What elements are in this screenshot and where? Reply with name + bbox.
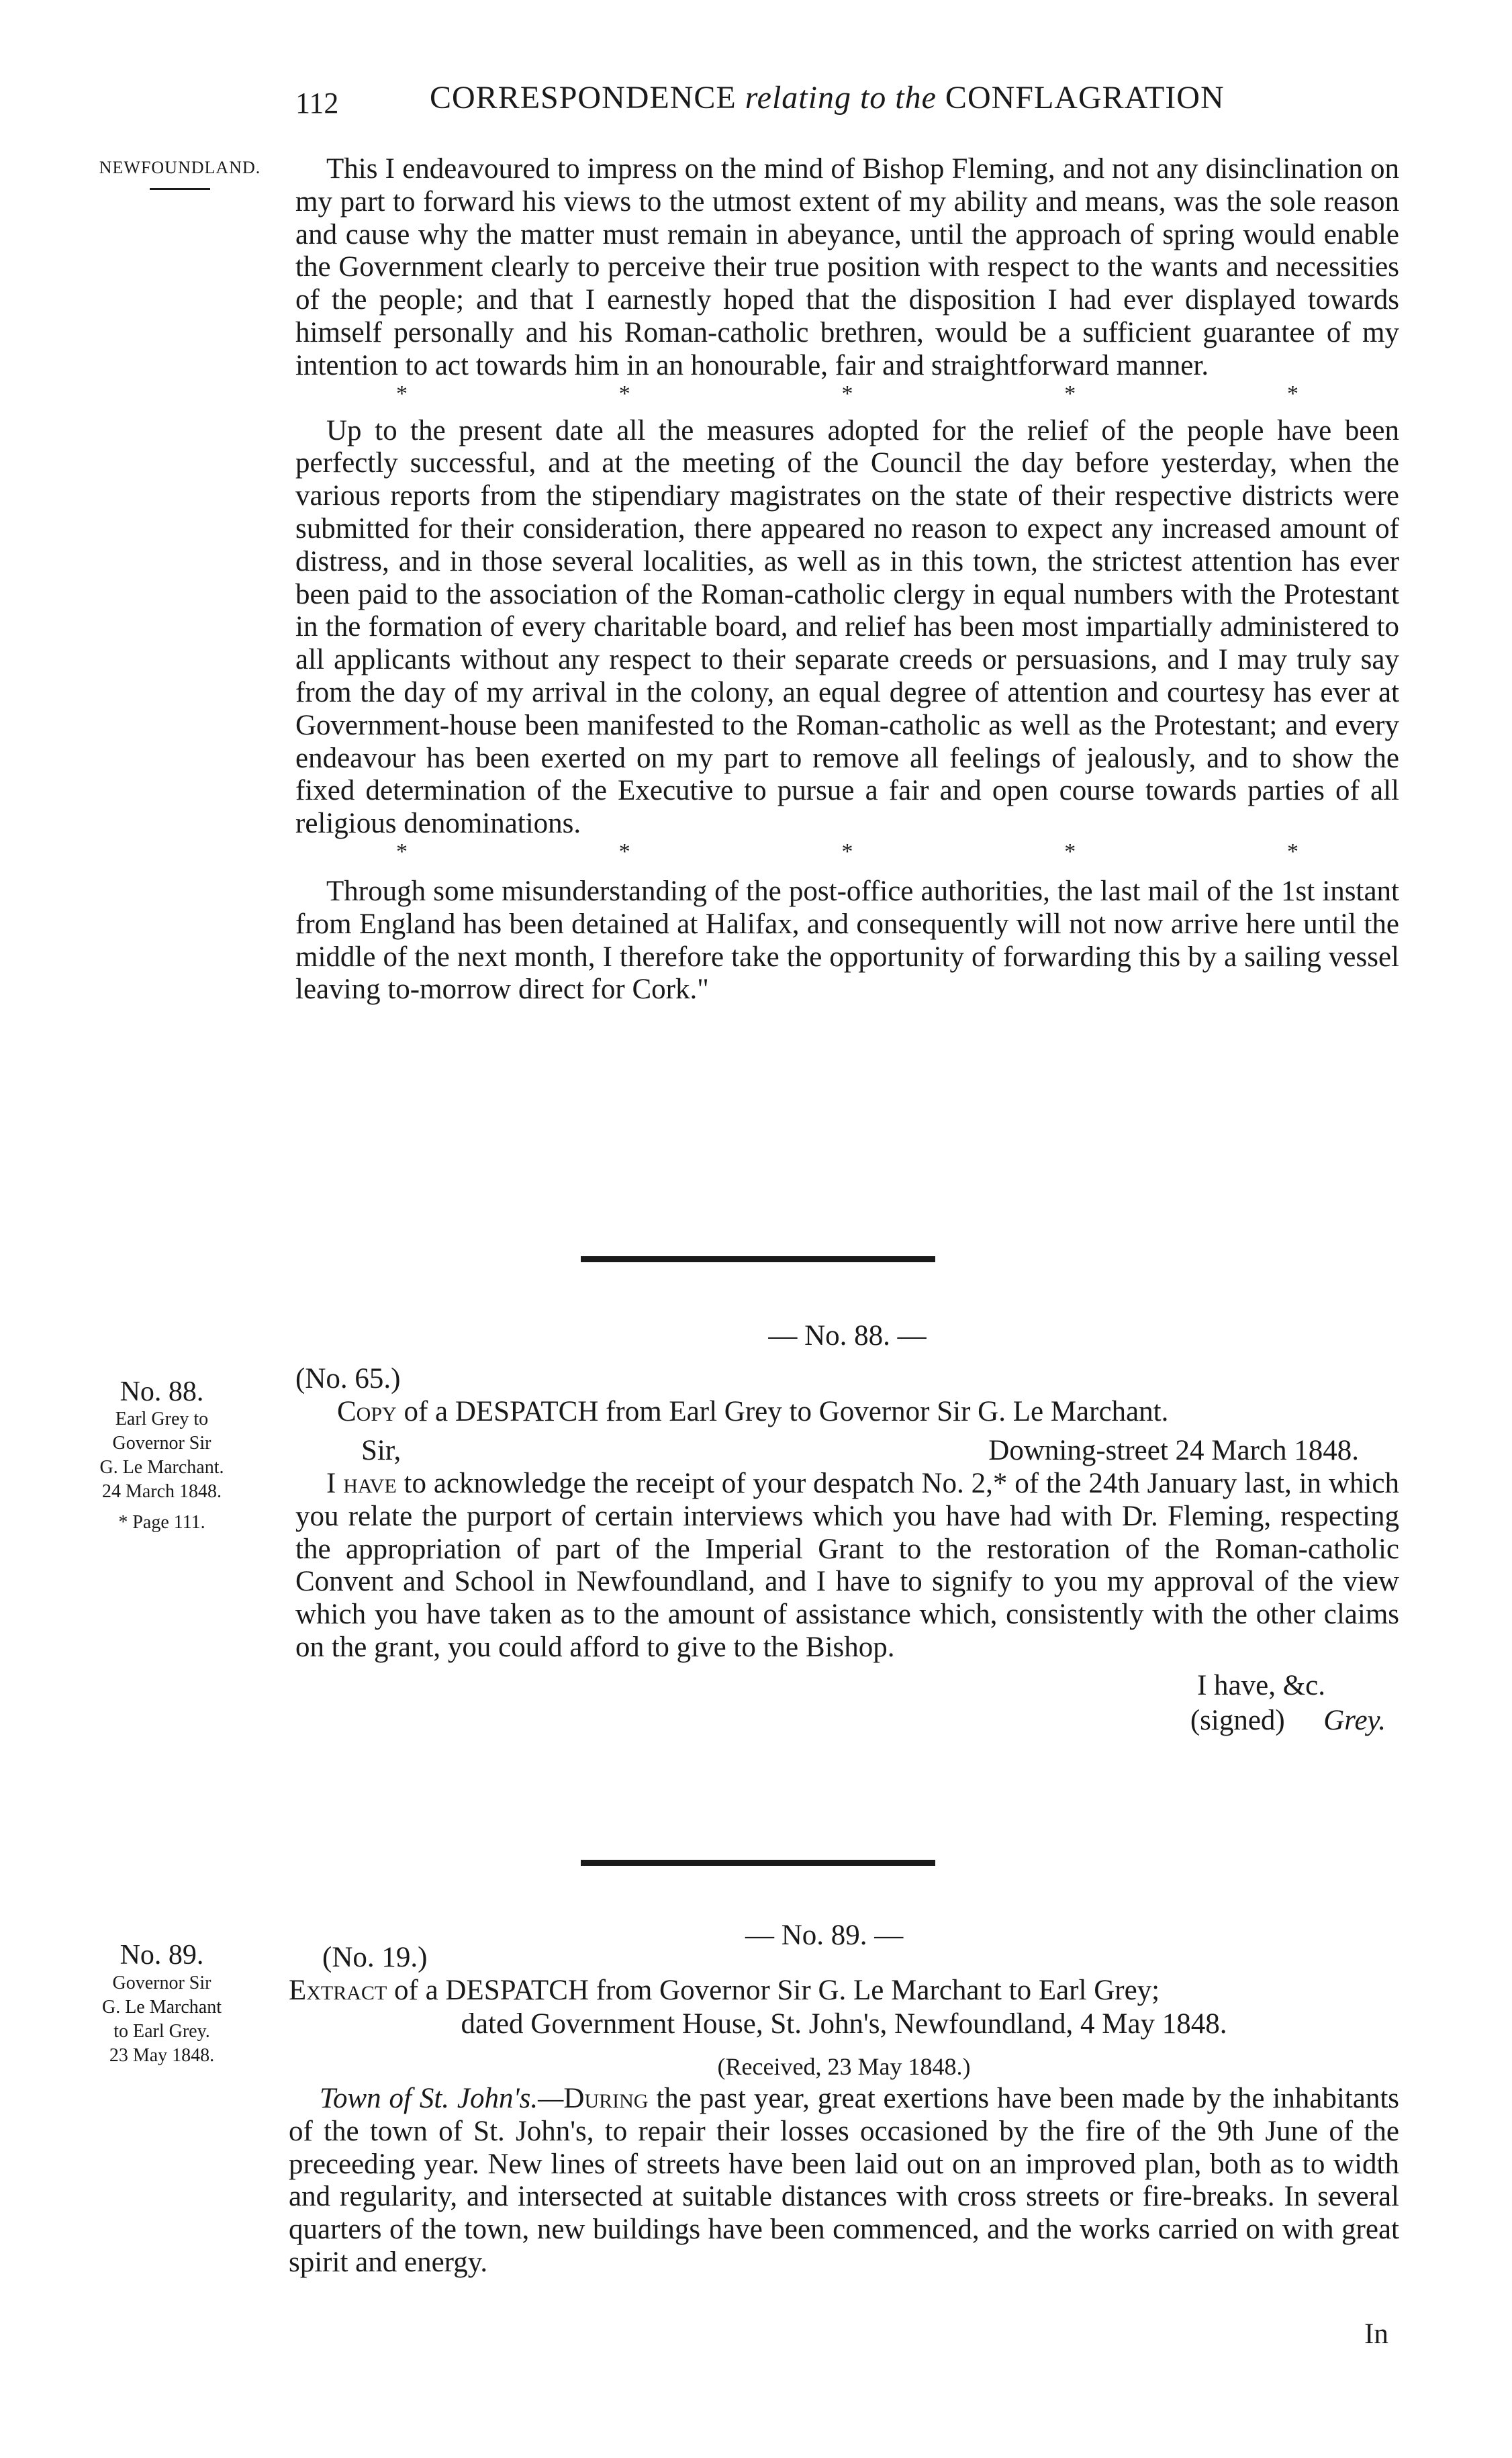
doc88-copy: Copy [337, 1396, 397, 1427]
doc88-signed: (signed) [1190, 1704, 1285, 1736]
doc88-heading: — No. 88. — [768, 1320, 927, 1352]
asterism-1 [295, 381, 1399, 411]
margin-89-line: 23 May 1848. [109, 2045, 215, 2066]
margin-88-line: * Page 111. [118, 1512, 205, 1533]
doc88-place-date: Downing-street 24 March 1848. [988, 1435, 1359, 1466]
page-number: 112 [295, 87, 339, 120]
doc89-extract: Extract [289, 1975, 387, 2006]
margin-89-line: to Earl Grey. [113, 2021, 210, 2042]
asterism-2 [295, 839, 1399, 869]
doc88-salutation: Sir, [361, 1435, 401, 1466]
doc89-text: the past year, great exertions have been made by the inhabitants of the town of St. John's, to repair their losses occasioned by the fire of the 9th June of the preceeding year. New lines of streets have been laid out on an improved plan, both as to width and regularity, and intersected at suitable distances with cross streets or fire-breaks. In several quarters of the town, new buildings have been commenced, and the works carried on with great spirit and energy. [289, 2083, 1400, 2278]
margin-88-line: G. Le Marchant. [99, 1457, 224, 1478]
paragraph-2: Up to the present date all the measures adopted for the relief of the people have been perfectly successful, and at the meeting of the Council the day before yesterday, when the various reports from the stipendiary magistrates on the state of their respective districts were submitted for their consideration, there appeared no reason to expect any increased amount of distress, and in those several localities, as well as in this town, the strictest attention has ever been paid to the association of the Roman-catholic clergy in equal numbers with the Protestant in the formation of every charitable board, and relief has been most impartially administered to all applicants without any respect to their separate creeds or persuasions, and I may truly say from the day of my arrival in the colony, an equal degree of attention and courtesy has ever at Government-house been manifested to the Roman-catholic as well as the Protestant; and every endeavour has been exerted on my part to remove all feelings of jealously, and to show the fixed determination of the Executive to pursue a fair and open course towards parties of all religious denominations. [295, 414, 1399, 840]
doc88-signer: Grey. [1323, 1704, 1386, 1736]
running-head-part-a: CORRESPONDENCE [430, 80, 737, 115]
doc89-received: (Received, 23 May 1848.) [717, 2053, 971, 2080]
star: * [841, 381, 853, 406]
star: * [841, 839, 853, 864]
star: * [396, 381, 408, 406]
section-rule-2 [581, 1860, 935, 1866]
doc88-i-have: I have [326, 1468, 397, 1499]
running-head [430, 79, 1225, 116]
doc88-title: of a DESPATCH from Earl Grey to Governor Sir G. Le Marchant. [404, 1396, 1169, 1427]
doc88-text: to acknowledge the receipt of your despatch No. 2,* of the 24th January last, in which you relate the purport of certain interviews which you have had with Dr. Fleming, respecting the appropriation of part of the Imperial Grant to the restoration of the Roman-catholic Convent and School in Newfoundland, and I have to signify to you my approval of the view which you have taken as to the amount of assistance which, consistently with the other claims on the grant, you could afford to give to the Bishop. [295, 1468, 1400, 1663]
doc89-title: of a DESPATCH from Governor Sir G. Le Marchant to Earl Grey; [394, 1975, 1160, 2006]
margin-no-89 [64, 1939, 259, 2068]
doc88-closing: I have, &c. [1196, 1669, 1325, 1701]
star: * [1287, 839, 1298, 864]
margin-newfoundland-label: NEWFOUNDLAND. [99, 158, 261, 177]
star: * [1287, 381, 1298, 406]
star: * [618, 381, 630, 406]
doc89-during: During [563, 2083, 649, 2114]
margin-89-number: No. 89. [120, 1940, 204, 1971]
doc88-body [295, 1363, 1399, 1738]
margin-88-line: Earl Grey to [115, 1409, 209, 1429]
doc88-ref: (No. 65.) [295, 1363, 401, 1395]
margin-89-line: Governor Sir [112, 1973, 211, 1993]
margin-newfoundland [79, 156, 281, 190]
star: * [1064, 381, 1076, 406]
doc89-heading: — No. 89. — [745, 1920, 904, 1951]
margin-88-line: 24 March 1848. [101, 1481, 222, 1502]
paragraph-1: This I endeavoured to impress on the mind of Bishop Fleming, and not any disinclination on my part to forward his views to the utmost extent of my ability and means, was the sole reason and cause why the matter must remain in abeyance, until the approach of spring would enable the Government clearly to perceive their true position with respect to the wants and necessities of the people; and that I earnestly hoped that the disposition I had ever displayed towards himself personally and his Roman-catholic brethren, would be a sufficient guarantee of my intention to act towards him in an honourable, fair and straightforward manner. [295, 153, 1399, 381]
doc89-dated: dated Government House, St. John's, Newfoundland, 4 May 1848. [461, 2008, 1227, 2040]
star: * [1064, 839, 1076, 864]
letter-body [295, 153, 1399, 1006]
paragraph-3: Through some misunderstanding of the post-office authorities, the last mail of the 1st instant from England has been detained at Halifax, and consequently will not now arrive here until the middle of the next month, I therefore take the opportunity of forwarding this by a sailing vessel leaving to-morrow direct for Cork." [295, 875, 1399, 1006]
star: * [618, 839, 630, 864]
page-header [295, 79, 1410, 133]
doc89-title-line [289, 1974, 1399, 2007]
margin-no-88 [64, 1376, 259, 1535]
running-head-part-b: relating to the [745, 80, 937, 115]
doc89-paragraph [289, 2083, 1399, 2279]
doc88-title-line [295, 1395, 1399, 1429]
margin-89-line: G. Le Marchant [101, 1997, 222, 2018]
doc88-paragraph [295, 1468, 1399, 1664]
margin-rule [150, 188, 210, 190]
margin-88-line: Governor Sir [112, 1433, 211, 1454]
doc89-lead: Town of St. John's.— [320, 2083, 564, 2114]
doc89-ref: (No. 19.) [322, 1942, 428, 1973]
section-rule-1 [581, 1256, 935, 1262]
running-head-part-c: CONFLAGRATION [945, 80, 1225, 115]
doc88-salutation-line [295, 1434, 1399, 1468]
doc88-signed-line [1190, 1703, 1386, 1738]
doc88-signature [295, 1668, 1399, 1738]
catchword: In [1364, 2318, 1388, 2350]
star: * [396, 839, 408, 864]
doc89-body [289, 1942, 1399, 2279]
margin-88-number: No. 88. [120, 1376, 204, 1407]
